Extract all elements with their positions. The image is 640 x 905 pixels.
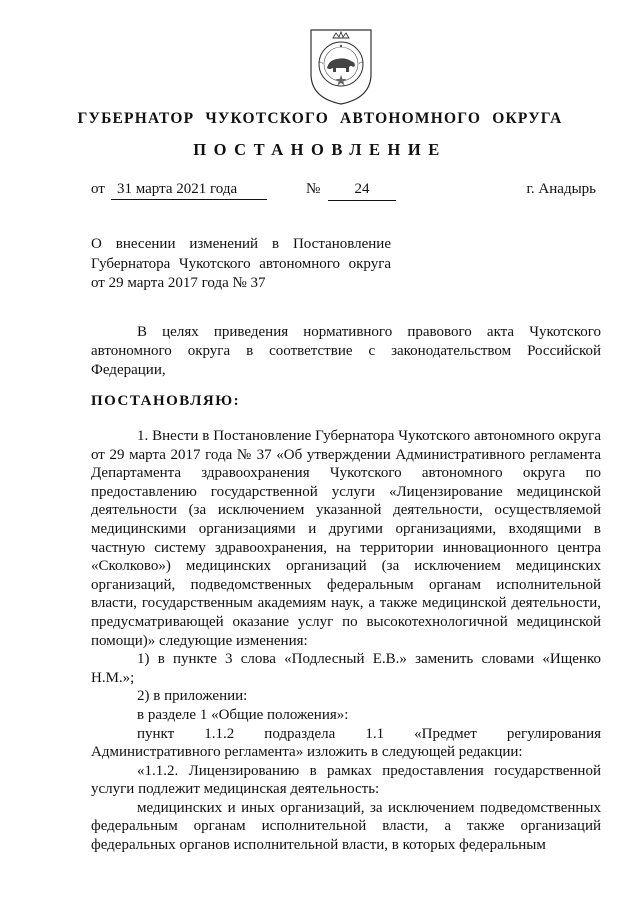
document-subject: О внесении изменений в Постановление Губернатора Чукотского автономного округа от 29 марта 2017 года № 37 [91, 236, 391, 291]
date-prefix-label: от [91, 181, 105, 197]
document-meta-row [0, 181, 640, 203]
paragraph-subitem-2: 2) в приложении: [137, 688, 248, 705]
issuing-authority: ГУБЕРНАТОР ЧУКОТСКОГО АВТОНОМНОГО ОКРУГА [77, 110, 563, 127]
document-place: г. Анадырь [526, 181, 596, 197]
document-body [91, 427, 601, 855]
paragraph-item-1: 1. Внести в Постановление Губернатора Чукотского автономного округа от 29 марта 2017 года № 37 «Об утверждении Административного регламента Департамента здравоохранения Чукотского автономного округа по предоставлению государственной услуги «Лицензирование медицинской деятельности (за исключением указанной деятельности, осуществляемой медицинскими организациями и другими организациями, входящими в частную систему здравоохранения, на территории инновационного центра «Сколково») медицинских организаций (за исключением медицинских организаций, подведомственных федеральным органам исполнительной власти, государственным академиям наук, а также медицинской деятельности, предусматривающей оказание услуг по высокотехнологичной медицинской помощи)» следующие изменения: [91, 428, 601, 649]
paragraph-point-ref: пункт 1.1.2 подраздела 1.1 «Предмет регулирования Административного регламента» изложить в следующей редакции: [91, 725, 601, 761]
paragraph-section-ref: в разделе 1 «Общие положения»: [137, 706, 349, 723]
document-number: 24 [328, 181, 396, 201]
document-type-title: ПОСТАНОВЛЕНИЕ [193, 140, 447, 159]
coat-of-arms-icon [305, 24, 377, 108]
paragraph-quote-continued: медицинских и иных организаций, за исключением подведомственных федеральным органам исполнительной власти, а также организаций федеральных органов исполнительной власти, в которых федеральным [91, 799, 601, 854]
document-date: 31 марта 2021 года [111, 181, 267, 200]
decree-heading: ПОСТАНОВЛЯЮ: [91, 393, 241, 409]
paragraph-subitem-1: 1) в пункте 3 слова «Подлесный Е.В.» заменить словами «Ищенко Н.М.»; [91, 651, 601, 686]
preamble-text: В целях приведения нормативного правового акта Чукотского автономного округа в соответствие с законодательством Российской Федерации, [91, 324, 601, 378]
number-label: № [306, 181, 321, 197]
paragraph-quote-start: «1.1.2. Лицензированию в рамках предоставления государственной услуги подлежит медицинская деятельность: [91, 762, 601, 798]
